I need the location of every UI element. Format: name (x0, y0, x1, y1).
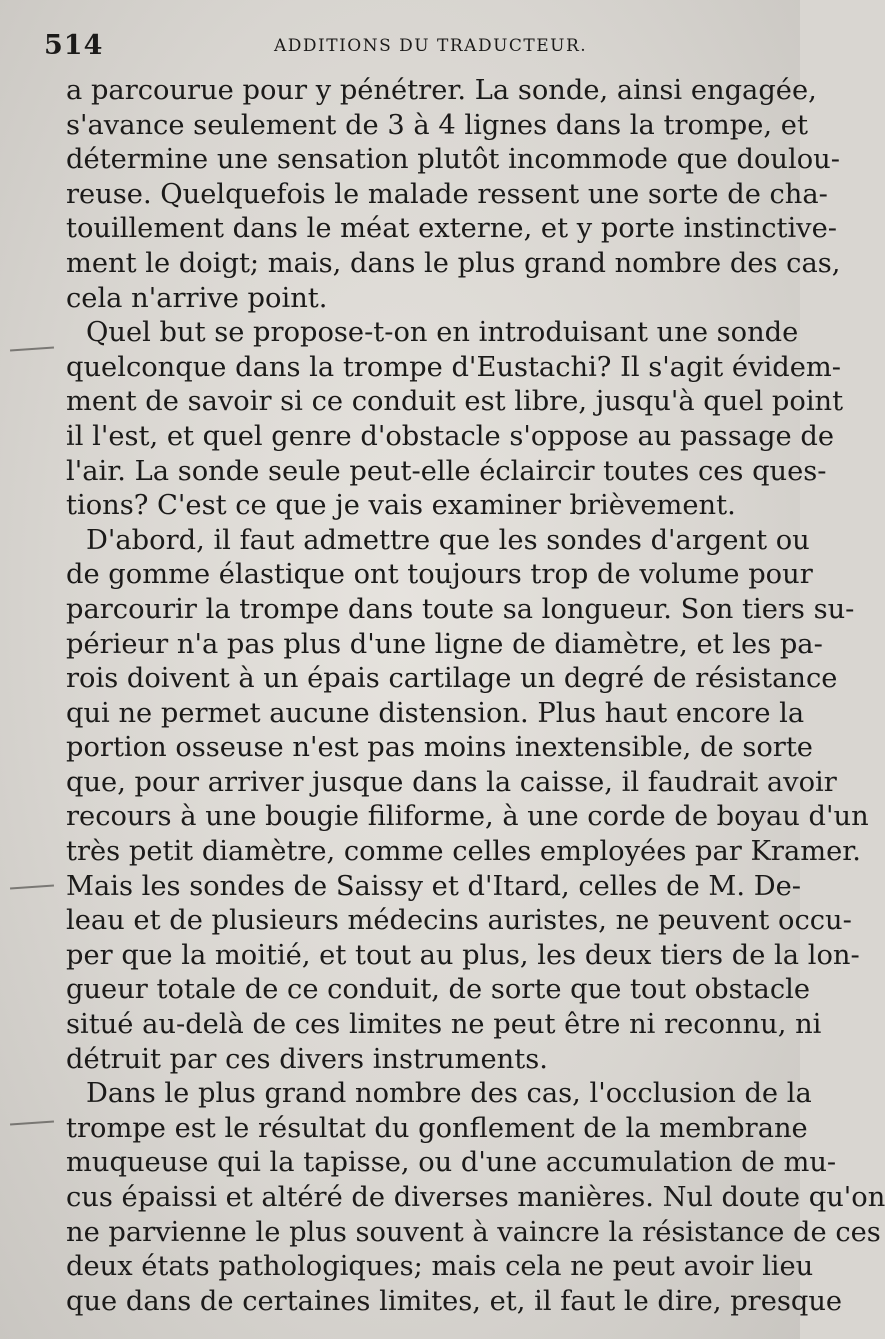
text-line: Dans le plus grand nombre des cas, l'occlusion de la (86, 1078, 812, 1110)
text-line: détermine une sensation plutôt incommode que doulou- (66, 144, 840, 176)
text-line: situé au-delà de ces limites ne peut être ni reconnu, ni (66, 1009, 822, 1041)
text-line: a parcourue pour y pénétrer. La sonde, ainsi engagée, (66, 75, 817, 106)
text-line: cus épaissi et altéré de diverses manières. Nul doute qu'on (66, 1182, 885, 1213)
text-line: s'avance seulement de 3 à 4 lignes dans la trompe, et (66, 109, 808, 141)
text-line: ne parvienne le plus souvent à vaincre la résistance de ces (66, 1216, 881, 1248)
text-line: il l'est, et quel genre d'obstacle s'oppose au passage de (66, 420, 835, 452)
text-line: tions? C'est ce que je vais examiner brièvement. (66, 490, 736, 522)
text-line: gueur totale de ce conduit, de sorte que tout obstacle (66, 974, 811, 1006)
body-text (66, 74, 885, 1319)
margin-pencil-mark (10, 1120, 54, 1125)
text-line: portion osseuse n'est pas moins inextensible, de sorte (66, 732, 813, 764)
text-line: l'air. La sonde seule peut-elle éclaircir toutes ces ques- (66, 455, 827, 487)
running-title: ADDITIONS DU TRADUCTEUR. (274, 36, 588, 56)
text-line: très petit diamètre, comme celles employées par Kramer. (66, 836, 861, 868)
text-line: D'abord, il faut admettre que les sondes d'argent ou (86, 524, 810, 556)
text-line: Quel but se propose-t-on en introduisant une sonde (86, 317, 799, 349)
text-line: de gomme élastique ont toujours trop de volume pour (66, 559, 813, 591)
text-line: rois doivent à un épais cartilage un degré de résistance (66, 663, 838, 695)
text-line: ment de savoir si ce conduit est libre, jusqu'à quel point (66, 386, 844, 418)
text-line: per que la moitié, et tout au plus, les deux tiers de la lon- (66, 939, 860, 971)
text-line: périeur n'a pas plus d'une ligne de diamètre, et les pa- (66, 628, 823, 660)
paragraph (66, 74, 841, 316)
text-line: trompe est le résultat du gonflement de la membrane (66, 1112, 808, 1144)
paragraph (66, 316, 844, 524)
text-line: leau et de plusieurs médecins auristes, ne peuvent occu- (66, 905, 852, 937)
text-line: cela n'arrive point. (66, 282, 328, 314)
text-line: détruit par ces divers instruments. (66, 1043, 548, 1075)
text-line: que dans de certaines limites, et, il faut le dire, presque (66, 1285, 843, 1317)
text-line: parcourir la trompe dans toute sa longueur. Son tiers su- (66, 593, 855, 625)
text-line: reuse. Quelquefois le malade ressent une sorte de cha- (66, 178, 828, 210)
text-line: recours à une bougie filiforme, à une corde de boyau d'un (66, 801, 869, 833)
page-number: 514 (44, 30, 104, 61)
margin-pencil-mark (10, 346, 54, 351)
paragraph (66, 524, 869, 1078)
text-line: quelconque dans la trompe d'Eustachi? Il s'agit évidem- (66, 351, 841, 383)
text-line: deux états pathologiques; mais cela ne peut avoir lieu (66, 1251, 814, 1283)
text-line: touillement dans le méat externe, et y porte instinctive- (66, 213, 837, 245)
text-line: muqueuse qui la tapisse, ou d'une accumulation de mu- (66, 1147, 837, 1179)
text-line: ment le doigt; mais, dans le plus grand nombre des cas, (66, 247, 841, 279)
margin-pencil-mark (10, 884, 54, 889)
page-header (44, 30, 760, 64)
text-line: qui ne permet aucune distension. Plus haut encore la (66, 697, 805, 729)
text-line: Mais les sondes de Saissy et d'Itard, celles de M. De- (66, 870, 801, 902)
text-line: que, pour arriver jusque dans la caisse, il faudrait avoir (66, 766, 837, 798)
paragraph (66, 1077, 885, 1319)
